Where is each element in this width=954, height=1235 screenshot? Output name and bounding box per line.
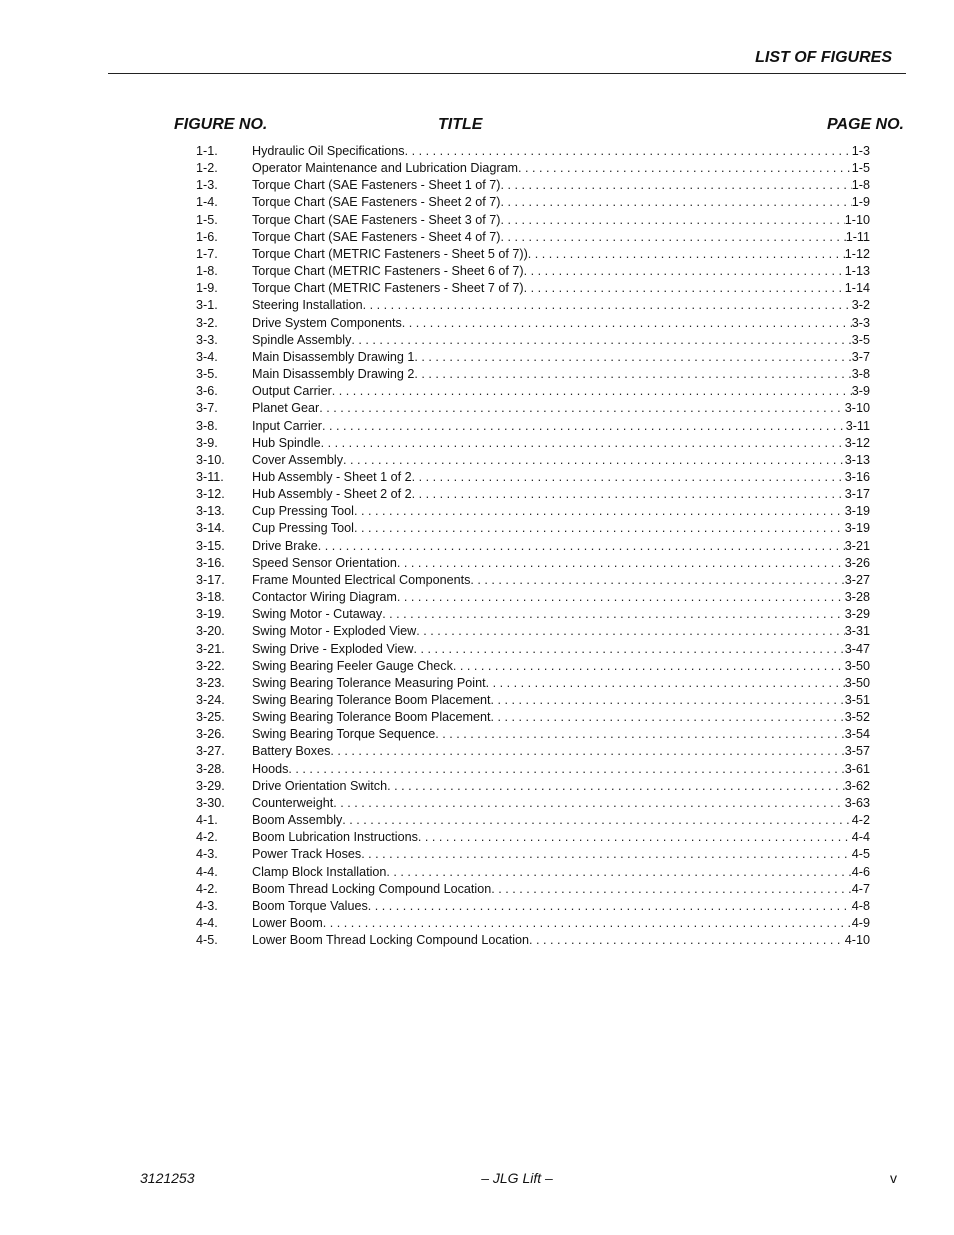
figure-title: Hub Assembly - Sheet 1 of 2 — [252, 469, 412, 484]
figure-page-number: 1-8 — [851, 178, 870, 193]
figure-entry[interactable] — [196, 177, 870, 194]
figure-entry[interactable] — [196, 212, 870, 229]
figure-number: 3-17. — [196, 572, 225, 587]
figure-entry[interactable] — [196, 486, 870, 503]
figure-title: Torque Chart (METRIC Fasteners - Sheet 5 of 7)) — [252, 246, 528, 261]
dot-leader — [342, 812, 852, 829]
figure-number: 3-6. — [196, 384, 218, 399]
figure-page-number: 3-17 — [844, 487, 870, 502]
figure-page-number: 3-57 — [844, 744, 870, 759]
figure-entry[interactable] — [196, 864, 870, 881]
figure-title: Hydraulic Oil Specifications — [252, 144, 405, 158]
dot-leader — [332, 383, 852, 400]
figure-entry[interactable] — [196, 520, 870, 537]
figure-title: Torque Chart (SAE Fasteners - Sheet 4 of 7) — [252, 229, 501, 244]
dot-leader — [414, 349, 851, 366]
dot-leader — [397, 555, 845, 572]
dot-leader — [491, 881, 852, 898]
figure-entry[interactable] — [196, 143, 870, 160]
figure-entry[interactable] — [196, 641, 870, 658]
figure-title: Boom Assembly — [252, 813, 343, 828]
figure-number: 1-2. — [196, 161, 218, 176]
dot-leader — [397, 589, 845, 606]
dot-leader — [386, 864, 851, 881]
figure-title: Cup Pressing Tool — [252, 504, 354, 519]
figure-title: Cup Pressing Tool — [252, 521, 354, 536]
figure-entry[interactable] — [196, 812, 870, 829]
figure-title: Torque Chart (SAE Fasteners - Sheet 2 of 7) — [252, 195, 501, 210]
figure-number: 3-14. — [196, 521, 225, 536]
figure-page-number: 4-10 — [844, 933, 870, 948]
figure-page-number: 1-14 — [844, 281, 870, 296]
figure-page-number: 3-7 — [851, 349, 870, 364]
figure-number: 3-18. — [196, 590, 225, 605]
figure-title: Hoods — [252, 761, 289, 776]
figure-page-number: 3-50 — [844, 675, 870, 690]
figure-entry[interactable] — [196, 538, 870, 555]
figure-title: Power Track Hoses — [252, 847, 362, 862]
figure-page-number: 3-11 — [845, 418, 870, 433]
figure-page-number: 4-6 — [851, 864, 870, 879]
dot-leader — [412, 486, 845, 503]
dot-leader — [321, 435, 845, 452]
footer-center-text: – JLG Lift – — [481, 1170, 553, 1186]
figure-number: 4-4. — [196, 916, 218, 931]
dot-leader — [363, 297, 852, 314]
figure-number: 3-3. — [196, 332, 218, 347]
dot-leader — [453, 658, 845, 675]
figure-page-number: 3-51 — [844, 693, 870, 707]
figure-page-number: 3-10 — [844, 401, 870, 416]
dot-leader — [354, 503, 845, 520]
figure-entry[interactable] — [196, 932, 870, 949]
figure-entry[interactable] — [196, 349, 870, 366]
figure-title: Drive Brake — [252, 538, 318, 553]
figure-number: 3-13. — [196, 504, 225, 519]
figure-number: 4-4. — [196, 864, 218, 879]
figure-number: 3-27. — [196, 744, 225, 759]
figure-page-number: 1-3 — [851, 144, 870, 158]
dot-leader — [343, 452, 845, 469]
figure-entry[interactable] — [196, 898, 870, 915]
figure-number: 3-30. — [196, 795, 225, 810]
figure-entry[interactable] — [196, 623, 870, 640]
figure-page-number: 3-27 — [844, 572, 870, 587]
figure-number: 1-7. — [196, 246, 218, 261]
dot-leader — [319, 400, 845, 417]
dot-leader — [529, 932, 845, 949]
figure-number: 1-4. — [196, 195, 218, 210]
figure-title: Main Disassembly Drawing 1 — [252, 349, 415, 364]
figure-number: 3-11. — [196, 469, 224, 484]
footer-page-number: v — [890, 1170, 897, 1186]
figure-page-number: 3-47 — [844, 641, 870, 656]
figure-number: 3-25. — [196, 710, 225, 725]
dot-leader — [418, 829, 852, 846]
figure-number: 1-9. — [196, 281, 218, 296]
figure-title: Steering Installation — [252, 298, 363, 313]
dot-leader — [361, 846, 852, 863]
figure-page-number: 3-31 — [844, 624, 870, 639]
figure-entry[interactable] — [196, 709, 870, 726]
figure-number: 3-1. — [196, 298, 218, 313]
figure-title: Output Carrier — [252, 384, 332, 399]
column-header-title: TITLE — [438, 116, 483, 133]
figure-title: Drive Orientation Switch — [252, 778, 388, 793]
dot-leader — [501, 177, 852, 194]
figure-number: 1-8. — [196, 264, 218, 279]
header-rule — [108, 73, 906, 74]
figure-page-number: 3-63 — [844, 795, 870, 810]
figure-number: 3-20. — [196, 624, 225, 639]
figure-number: 3-29. — [196, 778, 225, 793]
dot-leader — [333, 795, 845, 812]
figure-title: Swing Bearing Tolerance Boom Placement — [252, 693, 491, 707]
figure-number: 3-15. — [196, 538, 225, 553]
dot-leader — [528, 246, 845, 263]
dot-leader — [413, 641, 844, 658]
figure-title: Hub Spindle — [252, 435, 321, 450]
figure-title: Speed Sensor Orientation — [252, 555, 397, 570]
dot-leader — [486, 675, 845, 692]
figure-entry[interactable] — [196, 589, 870, 606]
figure-number: 4-2. — [196, 881, 218, 896]
column-header-page-no: PAGE NO. — [826, 116, 904, 133]
figure-page-number: 3-62 — [844, 778, 870, 793]
figure-title: Contactor Wiring Diagram — [252, 590, 397, 605]
figure-page-number: 1-9 — [851, 195, 870, 210]
figure-page-number: 3-21 — [844, 538, 870, 553]
figure-page-number: 3-50 — [844, 658, 870, 673]
figure-entry[interactable] — [196, 160, 870, 177]
figure-page-number: 1-11 — [845, 229, 870, 244]
figure-title: Drive System Components — [252, 315, 402, 330]
figure-title: Torque Chart (METRIC Fasteners - Sheet 7 of 7) — [252, 281, 524, 296]
figure-number: 1-1. — [196, 144, 218, 158]
figure-entry[interactable] — [196, 692, 870, 709]
figure-entry[interactable] — [196, 743, 870, 760]
figure-entry[interactable] — [196, 194, 870, 211]
figure-number: 4-3. — [196, 847, 218, 862]
dot-leader — [416, 623, 845, 640]
figure-number: 3-23. — [196, 675, 225, 690]
dot-leader — [354, 520, 845, 537]
figure-title: Main Disassembly Drawing 2 — [252, 367, 415, 382]
figure-title: Boom Lubrication Instructions — [252, 830, 418, 845]
figure-entry[interactable] — [196, 726, 870, 743]
dot-leader — [288, 761, 844, 778]
figure-entry[interactable] — [196, 795, 870, 812]
figure-entry[interactable] — [196, 280, 870, 297]
figure-title: Torque Chart (METRIC Fasteners - Sheet 6 of 7) — [252, 264, 524, 279]
figure-page-number: 4-4 — [851, 830, 870, 845]
dot-leader — [387, 778, 845, 795]
figure-title: Frame Mounted Electrical Components — [252, 572, 471, 587]
figure-entry[interactable] — [196, 846, 870, 863]
column-header-figure-no: FIGURE NO. — [174, 116, 268, 133]
figure-title: Swing Motor - Exploded View — [252, 624, 417, 639]
figure-number: 3-7. — [196, 401, 218, 416]
dot-leader — [351, 332, 851, 349]
figure-number: 4-3. — [196, 898, 218, 913]
figure-entry[interactable] — [196, 675, 870, 692]
figure-entry[interactable] — [196, 229, 870, 246]
dot-leader — [412, 469, 845, 486]
figure-page-number: 3-9 — [851, 384, 870, 399]
figure-entry[interactable] — [196, 418, 870, 435]
figure-page-number: 3-19 — [844, 504, 870, 519]
figure-number: 3-9. — [196, 435, 218, 450]
figure-page-number: 3-3 — [851, 315, 870, 330]
dot-leader — [518, 160, 852, 177]
dot-leader — [501, 212, 845, 229]
figure-number: 3-5. — [196, 367, 218, 382]
figure-title: Lower Boom Thread Locking Compound Location — [252, 933, 530, 948]
figure-page-number: 3-28 — [844, 590, 870, 605]
figure-entry[interactable] — [196, 246, 870, 263]
figure-title: Boom Thread Locking Compound Location — [252, 881, 492, 896]
figure-entry[interactable] — [196, 829, 870, 846]
figure-title: Cover Assembly — [252, 452, 343, 467]
figure-entry[interactable] — [196, 383, 870, 400]
figure-number: 3-2. — [196, 315, 218, 330]
figure-page-number: 3-2 — [851, 298, 870, 313]
figure-number: 3-16. — [196, 555, 225, 570]
figure-entry[interactable] — [196, 297, 870, 314]
figure-page-number: 4-8 — [851, 898, 870, 913]
dot-leader — [402, 315, 852, 332]
dot-leader — [524, 263, 845, 280]
figure-title: Torque Chart (SAE Fasteners - Sheet 3 of 7) — [252, 212, 501, 227]
figure-title: Swing Motor - Cutaway — [252, 607, 383, 622]
figure-title: Input Carrier — [252, 418, 322, 433]
figure-page-number: 4-2 — [851, 813, 870, 828]
figure-page-number: 3-52 — [844, 710, 870, 725]
figure-entry[interactable] — [196, 332, 870, 349]
figure-entry[interactable] — [196, 469, 870, 486]
figure-page-number: 1-10 — [844, 212, 870, 227]
figure-number: 4-5. — [196, 933, 218, 948]
figure-entry[interactable] — [196, 315, 870, 332]
figure-page-number: 3-61 — [844, 761, 870, 776]
figure-number: 3-4. — [196, 349, 218, 364]
figure-page-number: 4-5 — [851, 847, 870, 862]
figure-entry[interactable] — [196, 658, 870, 675]
figure-entry[interactable] — [196, 881, 870, 898]
figure-title: Swing Bearing Tolerance Boom Placement — [252, 710, 491, 725]
figure-title: Swing Bearing Feeler Gauge Check — [252, 658, 453, 673]
figure-title: Operator Maintenance and Lubrication Diagram — [252, 161, 519, 176]
dot-leader — [318, 538, 845, 555]
figure-list — [196, 143, 870, 949]
figure-entry[interactable] — [196, 435, 870, 452]
figure-title: Swing Drive - Exploded View — [252, 641, 414, 656]
figure-number: 4-2. — [196, 830, 218, 845]
figure-number: 4-1. — [196, 813, 218, 828]
dot-leader — [330, 743, 844, 760]
figure-entry[interactable] — [196, 452, 870, 469]
figure-number: 1-6. — [196, 229, 218, 244]
dot-leader — [414, 366, 851, 383]
figure-title: Battery Boxes — [252, 744, 331, 759]
figure-number: 3-22. — [196, 658, 225, 673]
dot-leader — [368, 898, 852, 915]
figure-title: Clamp Block Installation — [252, 864, 387, 879]
figure-title: Swing Bearing Tolerance Measuring Point — [252, 675, 486, 690]
figure-page-number: 3-13 — [844, 452, 870, 467]
figure-entry[interactable] — [196, 778, 870, 795]
dot-leader — [501, 194, 852, 211]
figure-number: 3-26. — [196, 727, 225, 742]
figure-title: Spindle Assembly — [252, 332, 352, 347]
dot-leader — [323, 915, 852, 932]
dot-leader — [435, 726, 845, 743]
figure-title: Hub Assembly - Sheet 2 of 2 — [252, 487, 412, 502]
figure-page-number: 3-12 — [844, 435, 870, 450]
figure-page-number: 1-5 — [851, 161, 870, 176]
figure-number: 3-10. — [196, 452, 225, 467]
figure-title: Torque Chart (SAE Fasteners - Sheet 1 of 7) — [252, 178, 501, 193]
figure-entry[interactable] — [196, 915, 870, 932]
figure-entry[interactable] — [196, 366, 870, 383]
dot-leader — [405, 143, 852, 160]
figure-title: Swing Bearing Torque Sequence — [252, 727, 436, 742]
header-title: LIST OF FIGURES — [755, 49, 892, 66]
figure-page-number: 3-8 — [851, 367, 870, 382]
figure-number: 3-24. — [196, 693, 225, 707]
dot-leader — [382, 606, 845, 623]
dot-leader — [470, 572, 844, 589]
footer-doc-number: 3121253 — [140, 1170, 195, 1186]
dot-leader — [490, 709, 844, 726]
figure-page-number: 3-26 — [844, 555, 870, 570]
figure-title: Counterweight — [252, 795, 334, 810]
figure-title: Boom Torque Values — [252, 898, 368, 913]
figure-entry[interactable] — [196, 761, 870, 778]
figure-entry[interactable] — [196, 606, 870, 623]
figure-entry[interactable] — [196, 503, 870, 520]
figure-page-number: 3-16 — [844, 469, 870, 484]
figure-entry[interactable] — [196, 572, 870, 589]
figure-entry[interactable] — [196, 400, 870, 417]
figure-entry[interactable] — [196, 263, 870, 280]
dot-leader — [322, 418, 846, 435]
figure-number: 3-21. — [196, 641, 225, 656]
figure-number: 3-28. — [196, 761, 225, 776]
figure-page-number: 1-13 — [844, 264, 870, 279]
figure-title: Planet Gear — [252, 401, 320, 416]
figure-page-number: 1-12 — [844, 246, 870, 261]
figure-title: Lower Boom — [252, 916, 323, 931]
figure-page-number: 3-29 — [844, 607, 870, 622]
figure-page-number: 4-7 — [851, 881, 870, 896]
figure-number: 3-19. — [196, 607, 225, 622]
figure-number: 1-3. — [196, 178, 218, 193]
figure-page-number: 3-19 — [844, 521, 870, 536]
figure-number: 1-5. — [196, 212, 218, 227]
figure-number: 3-8. — [196, 418, 218, 433]
figure-number: 3-12. — [196, 487, 225, 502]
figure-entry[interactable] — [196, 555, 870, 572]
figure-page-number: 3-5 — [851, 332, 870, 347]
figure-page-number: 3-54 — [844, 727, 870, 742]
dot-leader — [490, 692, 844, 709]
dot-leader — [501, 229, 846, 246]
dot-leader — [524, 280, 845, 297]
figure-page-number: 4-9 — [851, 916, 870, 931]
